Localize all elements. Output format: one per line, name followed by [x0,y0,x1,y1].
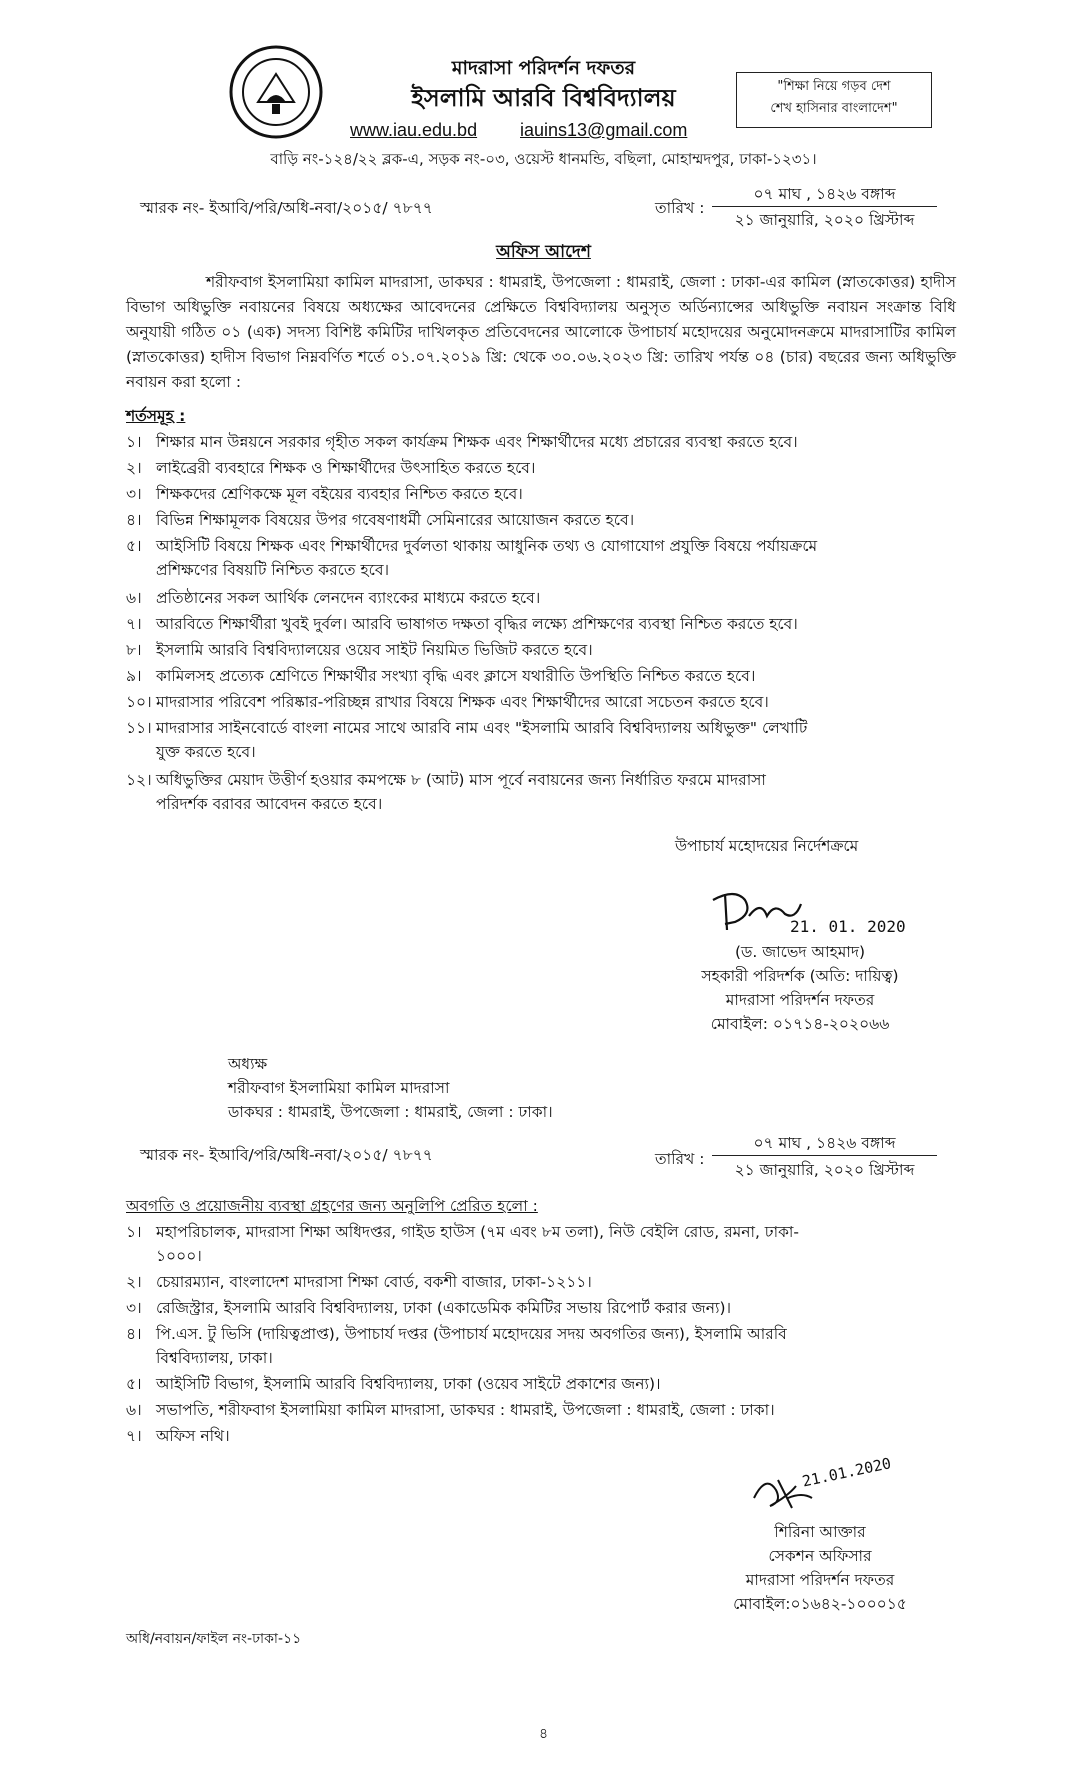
condition-text: আইসিটি বিষয়ে শিক্ষক এবং শিক্ষার্থীদের দুর্বলতা থাকায় আধুনিক তথ্য ও যোগাযোগ প্রযুক্তি বিষয়ে পর্যায়ক্রমে [156,537,818,555]
condition-item [126,768,956,816]
condition-num: ১২। [126,771,152,789]
condition-text-cont: প্রশিক্ষণের বিষয়টি নিশ্চিত করতে হবে। [156,561,390,579]
condition-num: ১১। [126,719,152,737]
conditions-title: শর্তসমূহ : [126,407,186,425]
condition-text: অধিভুক্তির মেয়াদ উত্তীর্ণ হওয়ার কমপক্ষে ৮ (আট) মাস পূর্বে নবায়নের জন্য নির্ধারিত ফরমে মাদরাসা [156,771,766,789]
condition-text: প্রতিষ্ঠানের সকল আর্থিক লেনদেন ব্যাংকের মাধ্যমে করতে হবে। [156,589,541,607]
condition-text: মাদরাসার সাইনবোর্ডে বাংলা নামের সাথে আরবি নাম এবং "ইসলামি আরবি বিশ্ববিদ্যালয় অধিভুক্ত" লেখাটি [156,719,808,737]
condition-num: ২। [126,459,142,477]
copy-num: ৩। [126,1299,142,1317]
condition-text: শিক্ষার মান উন্নয়নে সরকার গৃহীত সকল কার্যক্রম শিক্ষক এবং শিক্ষার্থীদের মধ্যে প্রচারের ব্যবস্থা করতে হবে। [156,433,798,451]
signatory-2-mobile: মোবাইল:০১৬৪২-১০০০১৫ [733,1595,907,1613]
copy-item [126,1322,956,1370]
condition-text: আরবিতে শিক্ষার্থীরা খুবই দুর্বল। আরবি ভাষাগত দক্ষতা বৃদ্ধির লক্ষ্যে প্রশিক্ষণের ব্যবস্থা নিশ্চিত করতে হবে। [156,615,798,633]
copy-text: মহাপরিচালক, মাদরাসা শিক্ষা অধিদপ্তর, গাইড হাউস (৭ম এবং ৮ম তলা), নিউ বেইলি রোড, রমনা, ঢাকা- [156,1223,799,1241]
condition-item [126,638,956,662]
date-bangla-2: ০৭ মাঘ , ১৪২৬ বঙ্গাব্দ [712,1131,937,1156]
signatory-1-name: (ড. জাভেদ আহমাদ) [734,943,866,961]
copy-num: ৭। [126,1427,142,1445]
signatory-2-block [680,1520,960,1616]
copy-item [126,1372,956,1396]
copy-text-cont: বিশ্ববিদ্যালয়, ঢাকা। [156,1349,273,1367]
copy-text: অফিস নথি। [156,1427,230,1445]
copy-item [126,1270,956,1294]
copy-text: সভাপতি, শরীফবাগ ইসলামিয়া কামিল মাদরাসা, ডাকঘর : ধামরাই, উপজেলা : ধামরাই, জেলা : ঢাকা। [156,1401,775,1419]
signatory-2-office: মাদরাসা পরিদর্শন দফতর [745,1571,895,1589]
copy-text: চেয়ারম্যান, বাংলাদেশ মাদরাসা শিক্ষা বোর্ড, বকশী বাজার, ঢাকা-১২১১। [156,1273,592,1291]
file-number: অধি/নবায়ন/ফাইল নং-ঢাকা-১১ [126,1631,302,1647]
condition-item [126,586,956,610]
page-number: ৪ [538,1726,549,1742]
condition-item [126,664,956,688]
condition-text-cont: যুক্ত করতে হবে। [156,743,256,761]
date-english-2: ২১ জানুয়ারি, ২০২০ খ্রিস্টাব্দ [734,1161,915,1179]
signatory-1-office: মাদরাসা পরিদর্শন দফতর [725,991,875,1009]
recipient-line-1: অধ্যক্ষ [228,1055,268,1073]
website-link[interactable]: www.iau.edu.bd [350,120,478,140]
condition-num: ১০। [126,693,152,711]
university-name: ইসলামি আরবি বিশ্ববিদ্যালয় [411,84,676,112]
signatory-1-mobile: মোবাইল: ০১৭১৪-২০২০৬৬ [710,1015,890,1033]
copy-num: ৪। [126,1325,142,1343]
recipient-block [228,1052,553,1124]
condition-text: শিক্ষকদের শ্রেণিকক্ষে মূল বইয়ের ব্যবহার নিশ্চিত করতে হবে। [156,485,523,503]
motto-line-2: শেখ হাসিনার বাংলাদেশ" [770,101,898,116]
condition-item [126,690,956,714]
condition-item [126,456,956,480]
copy-num: ২। [126,1273,142,1291]
condition-num: ৯। [126,667,142,685]
date-label-2: তারিখ : [655,1150,705,1168]
signature-2-date: 21.01.2020 [800,1454,893,1491]
motto-line-1: "শিক্ষা নিয়ে গড়ব দেশ [777,79,891,94]
recipient-line-2: শরীফবাগ ইসলামিয়া কামিল মাদরাসা [228,1079,450,1097]
copy-num: ১। [126,1223,142,1241]
by-order-line: উপাচার্য মহোদয়ের নির্দেশক্রমে [675,837,859,855]
signatory-2-title: সেকশন অফিসার [768,1547,872,1565]
date-bangla-1: ০৭ মাঘ , ১৪২৬ বঙ্গাব্দ [712,182,937,207]
recipient-line-3: ডাকঘর : ধামরাই, উপজেলা : ধামরাই, জেলা : ঢাকা। [228,1103,553,1121]
condition-item [126,482,956,506]
condition-text: লাইব্রেরী ব্যবহারে শিক্ষক ও শিক্ষার্থীদের উৎসাহিত করতে হবে। [156,459,536,477]
office-name: মাদরাসা পরিদর্শন দফতর [451,57,636,79]
copy-item [126,1424,956,1448]
copy-num: ৫। [126,1375,142,1393]
email-link[interactable]: iauins13@gmail.com [520,120,688,140]
memo-ref-1: স্মারক নং- ইআবি/পরি/অধি-নবা/২০১৫/ ৭৮৭৭ [140,199,433,217]
condition-num: ৮। [126,641,142,659]
condition-item [126,534,956,582]
date-english-1: ২১ জানুয়ারি, ২০২০ খ্রিস্টাব্দ [734,211,915,229]
condition-num: ১। [126,433,142,451]
condition-num: ৬। [126,589,142,607]
copy-item [126,1296,956,1320]
office-address: বাড়ি নং-১২৪/২২ ব্লক-এ, সড়ক নং-০৩, ওয়েস্ট ধানমন্ডি, বছিলা, মোহাম্মদপুর, ঢাকা-১২৩১। [270,150,817,168]
condition-text: ইসলামি আরবি বিশ্ববিদ্যালয়ের ওয়েব সাইট নিয়মিত ভিজিট করতে হবে। [156,641,593,659]
condition-text-cont: পরিদর্শক বরাবর আবেদন করতে হবে। [156,795,383,813]
signatory-1-title: সহকারী পরিদর্শক (অতি: দায়িত্ব) [701,967,899,985]
signatory-2-name: শিরিনা আক্তার [774,1523,866,1541]
condition-item [126,430,956,454]
condition-num: ৫। [126,537,142,555]
motto-box [736,72,932,128]
copy-text-cont: ১০০০। [156,1247,202,1265]
condition-num: ৭। [126,615,142,633]
signatory-1-block [640,940,960,1036]
condition-num: ৩। [126,485,142,503]
copy-text: আইসিটি বিভাগ, ইসলামি আরবি বিশ্ববিদ্যালয়, ঢাকা (ওয়েব সাইটে প্রকাশের জন্য)। [156,1375,661,1393]
condition-text: বিভিন্ন শিক্ষামূলক বিষয়ের উপর গবেষণাধর্মী সেমিনারের আয়োজন করতে হবে। [156,511,635,529]
memo-ref-2: স্মারক নং- ইআবি/পরি/অধি-নবা/২০১৫/ ৭৮৭৭ [140,1146,433,1164]
copy-item [126,1220,956,1268]
copy-num: ৬। [126,1401,142,1419]
order-body: শরীফবাগ ইসলামিয়া কামিল মাদরাসা, ডাকঘর : ধামরাই, উপজেলা : ধামরাই, জেলা : ঢাকা-এর কামিল (স্নাতকোত্তর) হাদীস বিভাগ অধিভুক্তি নবায়নের বিষয়ে অধ্যক্ষের আবেদনের প্রেক্ষিতে বিশ্ববিদ্যালয় অনুসৃত অর্ডিন্যান্সের অধিভুক্তি নবায়ন সংক্রান্ত বিধি অনুযায়ী গঠিত ০১ (এক) সদস্য বিশিষ্ট কমিটির দাখিলকৃত প্রতিবেদনের আলোকে উপাচার্য মহোদয়ের অনুমোদনক্রমে মাদরাসাটির কামিল (স্নাতকোত্তর) হাদীস বিভাগ নিম্নবর্ণিত শর্তে ০১.০৭.২০১৯ খ্রি: থেকে ৩০.০৬.২০২৩ খ্রি: তারিখ পর্যন্ত ০৪ (চার) বছরের জন্য অধিভুক্তি নবায়ন করা হলো : [126,273,956,391]
condition-text: মাদরাসার পরিবেশ পরিষ্কার-পরিচ্ছন্ন রাখার বিষয়ে শিক্ষক এবং শিক্ষার্থীদের আরো সচেতন করতে হবে। [156,693,769,711]
copy-item [126,1398,956,1422]
copy-text: পি.এস. টু ভিসি (দায়িত্বপ্রাপ্ত), উপাচার্য দপ্তর (উপাচার্য মহোদয়ের সদয় অবগতির জন্য), ইসলামি আরবি [156,1325,787,1343]
copies-title: অবগতি ও প্রয়োজনীয় ব্যবস্থা গ্রহণের জন্য অনুলিপি প্রেরিত হলো : [126,1197,538,1215]
condition-item [126,612,956,636]
condition-text: কামিলসহ প্রত্যেক শ্রেণিতে শিক্ষার্থীর সংখ্যা বৃদ্ধি এবং ক্লাসে যথারীতি উপস্থিতি নিশ্চিত করতে হবে। [156,667,756,685]
copy-text: রেজিস্ট্রার, ইসলামি আরবি বিশ্ববিদ্যালয়, ঢাকা (একাডেমিক কমিটির সভায় রিপোর্ট করার জন্য)। [156,1299,732,1317]
condition-item [126,716,956,764]
condition-item [126,508,956,532]
condition-num: ৪। [126,511,142,529]
order-title: অফিস আদেশ [496,242,591,262]
signature-1-date: 21. 01. 2020 [790,917,906,936]
date-label-1: তারিখ : [655,199,705,217]
